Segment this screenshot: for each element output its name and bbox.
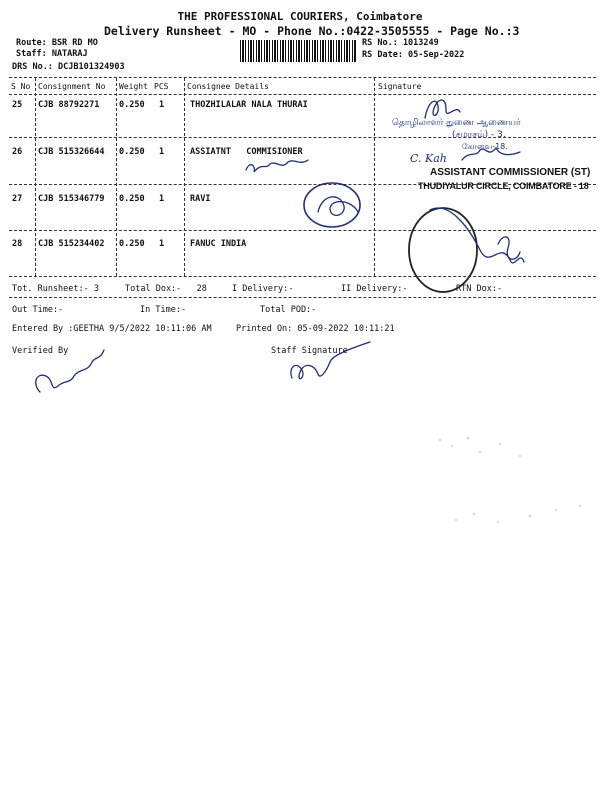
- stamp-tamil-line3: கோவை-18.: [462, 142, 508, 151]
- printed-on: Printed On: 05-09-2022 10:11:21: [236, 324, 395, 334]
- row-sno: 26: [12, 147, 23, 157]
- row-weight: 0.250: [119, 239, 145, 249]
- col-header-weight: Weight: [119, 82, 148, 91]
- row-consignment: CJB 515234402: [38, 239, 105, 249]
- row-consignment: CJB 515326644: [38, 147, 105, 157]
- row-consignee: RAVI: [190, 194, 211, 204]
- total-runsheet: Tot. Runsheet:- 3: [12, 284, 99, 294]
- row-consignee: THOZHILALAR NALA THURAI: [190, 100, 308, 110]
- round-stamp-row28: [409, 208, 477, 292]
- col-header-consignment: Consignment No: [38, 82, 106, 91]
- row-sno: 28: [12, 239, 23, 249]
- signature-row28-mark: [498, 237, 520, 259]
- stamp-circle: THUDIYALUR CIRCLE, COIMBATORE - 18: [418, 181, 589, 191]
- total-dox: Total Dox:- 28: [125, 284, 207, 294]
- row-pcs: 1: [159, 239, 165, 249]
- row-weight: 0.250: [119, 194, 145, 204]
- signature-row26-flourish: [462, 148, 520, 160]
- col-header-signature: Signature: [378, 82, 422, 91]
- verified-by-label: Verified By: [12, 346, 69, 356]
- entered-by: Entered By :GEETHA 9/5/2022 10:11:06 AM: [12, 324, 212, 334]
- company-title: THE PROFESSIONAL COURIERS, Coimbatore: [177, 10, 423, 23]
- rs-number: RS No.: 1013249: [362, 38, 439, 48]
- verified-signature: [36, 350, 104, 392]
- ii-delivery: II Delivery:-: [341, 284, 408, 294]
- i-delivery: I Delivery:-: [232, 284, 294, 294]
- signature-row25: [425, 100, 460, 118]
- row-pcs: 1: [159, 194, 165, 204]
- row-consignment: CJB 515346779: [38, 194, 105, 204]
- col-header-consignee: Consignee Details: [187, 82, 269, 91]
- stamp-designation: ASSISTANT COMMISSIONER (ST): [430, 167, 591, 178]
- col-header-sno: S No: [11, 82, 31, 91]
- staff-signature-label: Staff Signature: [271, 346, 348, 356]
- row-consignment: CJB 88792271: [38, 100, 100, 110]
- staff-label: Staff: NATARAJ: [16, 49, 88, 59]
- handwritten-name: C. Kah: [410, 152, 447, 165]
- row-pcs: 1: [159, 147, 165, 157]
- out-time: Out Time:-: [12, 305, 64, 315]
- route-label: Route: BSR RD MO: [16, 38, 98, 48]
- rs-date: RS Date: 05-Sep-2022: [362, 50, 465, 60]
- stamp-tamil-line2: (சமரசம்) - 3,: [452, 130, 506, 140]
- row-weight: 0.250: [119, 100, 145, 110]
- row-sno: 25: [12, 100, 23, 110]
- row-pcs: 1: [159, 100, 165, 110]
- in-time: In Time:-: [140, 305, 187, 315]
- row-sno: 27: [12, 194, 23, 204]
- signature-row26: [246, 160, 308, 172]
- drs-number: DRS No.: DCJB101324903: [12, 62, 125, 72]
- row-consignee: ASSIATNT COMMISIONER: [190, 147, 303, 157]
- rtn-dox: RTN Dox:-: [456, 284, 503, 294]
- col-header-pcs: PCS: [154, 82, 169, 91]
- total-pod: Total POD:-: [260, 305, 317, 315]
- staff-signature: [291, 342, 370, 379]
- signature-row27: [318, 197, 358, 216]
- row-weight: 0.250: [119, 147, 145, 157]
- runsheet-title: Delivery Runsheet - MO - Phone No.:0422-3505555 - Page No.:3: [104, 24, 520, 38]
- row-consignee: FANUC INDIA: [190, 239, 247, 249]
- stamp-tamil-line1: தொழிலாளர் துணை ஆணையர்: [392, 118, 521, 128]
